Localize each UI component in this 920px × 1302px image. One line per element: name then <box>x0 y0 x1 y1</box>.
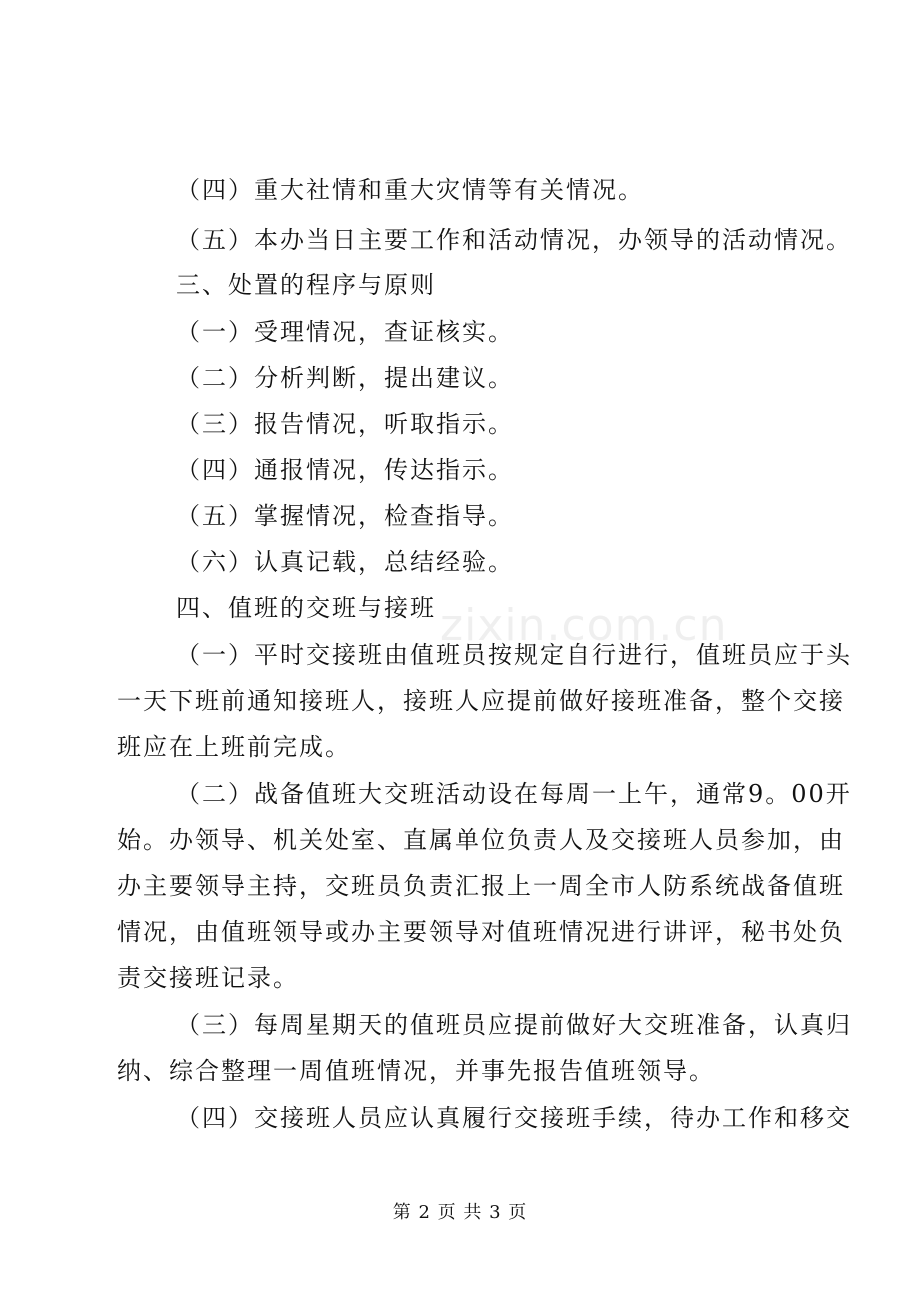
paragraph-line: 班应在上班前完成。 <box>117 733 351 761</box>
list-item: （五）本办当日主要工作和活动情况，办领导的活动情况。 <box>176 226 852 254</box>
paragraph-line: （三）每周星期天的值班员应提前做好大交班准备，认真归 <box>176 1011 852 1039</box>
list-item: （一）受理情况，查证核实。 <box>176 318 514 346</box>
list-item: （三）报告情况，听取指示。 <box>176 410 514 438</box>
list-item: （六）认真记载，总结经验。 <box>176 548 514 576</box>
paragraph-line: 纳、综合整理一周值班情况，并事先报告值班领导。 <box>117 1057 715 1085</box>
list-item: （四）通报情况，传达指示。 <box>176 456 514 484</box>
paragraph-line: 责交接班记录。 <box>117 964 299 992</box>
paragraph-line: 一天下班前通知接班人，接班人应提前做好接班准备，整个交接 <box>117 687 845 715</box>
list-item: （四）重大社情和重大灾情等有关情况。 <box>176 176 644 204</box>
section-heading: 四、值班的交班与接班 <box>176 594 436 622</box>
paragraph-line: 办主要领导主持，交班员负责汇报上一周全市人防系统战备值班 <box>117 872 845 900</box>
list-item: （五）掌握情况，检查指导。 <box>176 502 514 530</box>
section-heading: 三、处置的程序与原则 <box>176 271 436 299</box>
list-item: （二）分析判断，提出建议。 <box>176 364 514 392</box>
page-indicator: 第 2 页 共 3 页 <box>392 1202 528 1223</box>
watermark: zixin.com.cn <box>440 600 728 651</box>
paragraph-line: （一）平时交接班由值班员按规定自行进行，值班员应于头 <box>176 641 852 669</box>
paragraph-line: （四）交接班人员应认真履行交接班手续，待办工作和移交 <box>176 1104 852 1132</box>
paragraph-line: 情况，由值班领导或办主要领导对值班情况进行讲评，秘书处负 <box>117 918 845 946</box>
paragraph-line: 始。办领导、机关处室、直属单位负责人及交接班人员参加，由 <box>117 826 845 854</box>
paragraph-line: （二）战备值班大交班活动设在每周一上午，通常9。00开 <box>176 780 852 808</box>
